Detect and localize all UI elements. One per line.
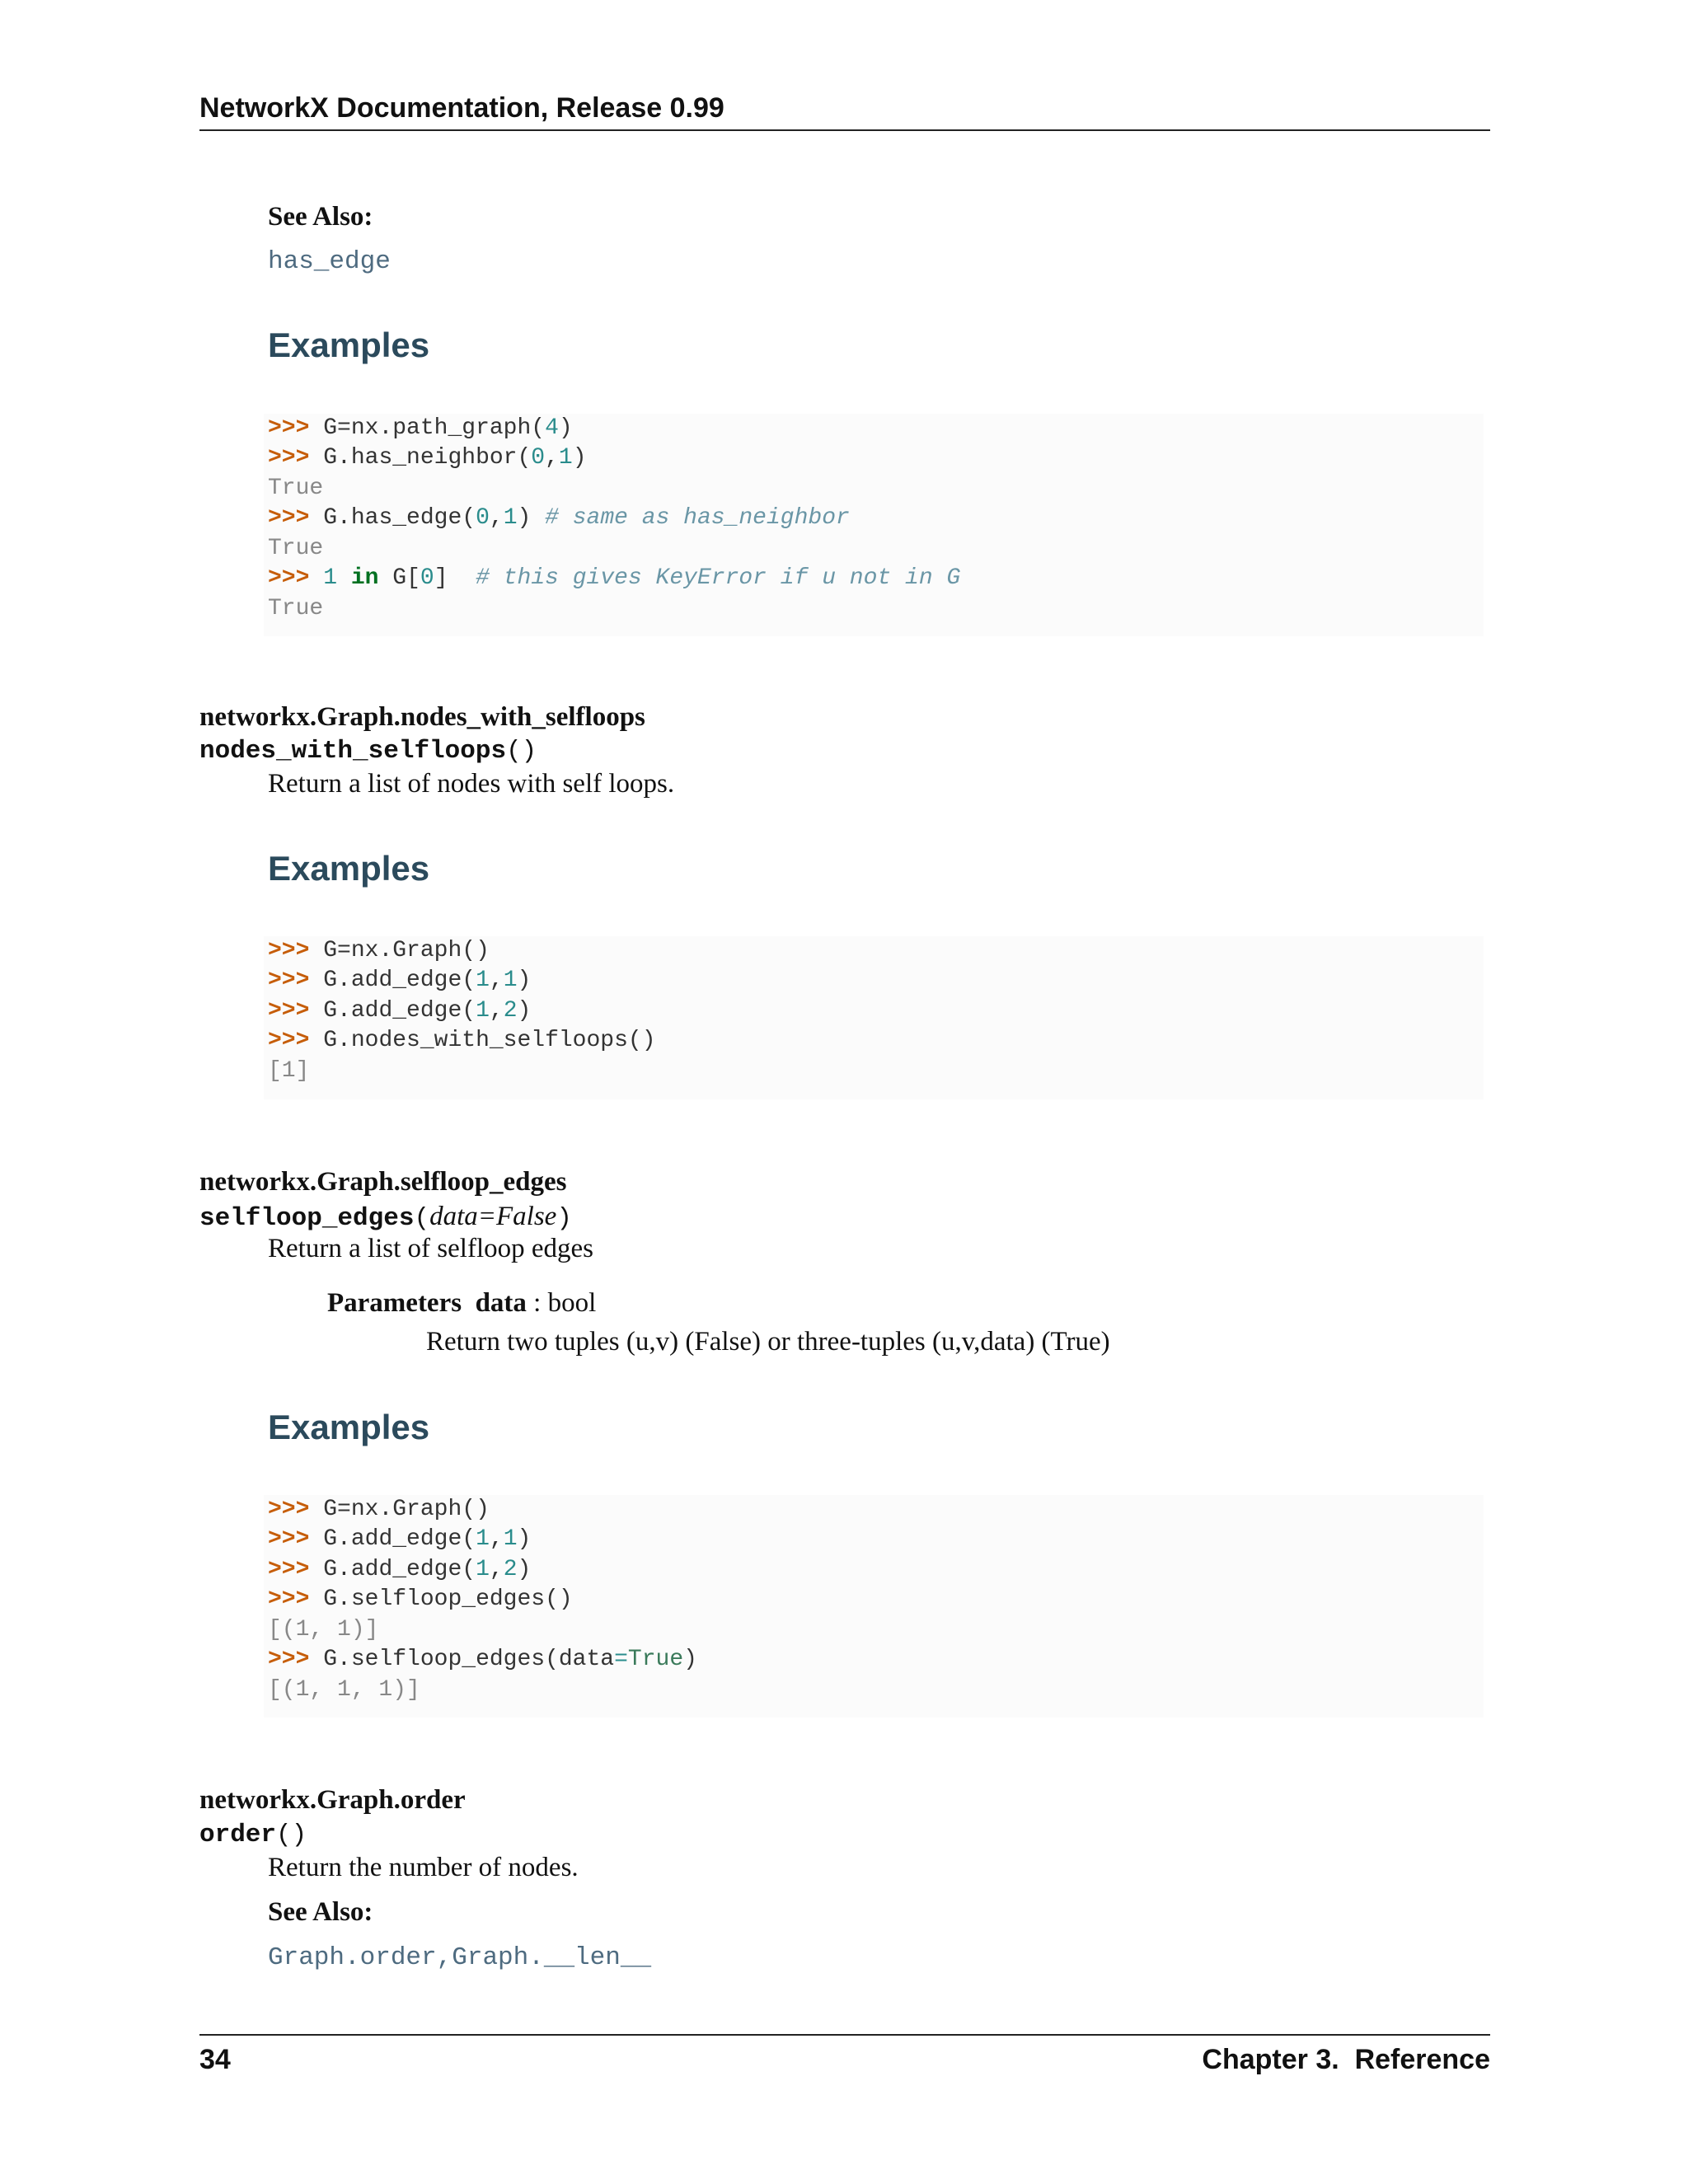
code-text: 1 in G[0]: [323, 565, 448, 591]
code-text: G.add_edge(1,2): [323, 1557, 532, 1582]
examples-heading: Examples: [268, 1408, 430, 1446]
method-signature: selfloop_edges(data=False): [199, 1202, 572, 1233]
param-name: data: [475, 1288, 527, 1318]
code-text: G.add_edge(1,1): [323, 1526, 532, 1552]
code-text: G.has_neighbor(0,1): [323, 445, 587, 471]
code-line: >>> G.selfloop_edges(data=True): [268, 1647, 697, 1672]
code-text: G.nodes_with_selfloops(): [323, 1028, 656, 1053]
code-block-nodes-with-selfloops: [264, 936, 1484, 1099]
code-line: >>> G.add_edge(1,2): [268, 998, 532, 1024]
method-fq-name: networkx.Graph.nodes_with_selfloops: [199, 702, 645, 732]
code-line: >>> 1 in G[0] # this gives KeyError if u not in G: [268, 565, 961, 591]
method-description: Return the number of nodes.: [268, 1853, 579, 1882]
code-output: [(1, 1, 1)]: [268, 1677, 420, 1703]
page-header-title: NetworkX Documentation, Release 0.99: [199, 92, 724, 124]
code-line: >>> G.add_edge(1,1): [268, 968, 532, 993]
footer-rule: [199, 2034, 1490, 2036]
see-also-label: See Also:: [268, 1897, 373, 1927]
code-line: >>> G.has_edge(0,1) # same as has_neighbor: [268, 505, 850, 531]
method-description: Return a list of nodes with self loops.: [268, 769, 675, 799]
code-block-selfloop-edges: [264, 1495, 1484, 1718]
code-line: >>> G.nodes_with_selfloops(): [268, 1028, 656, 1053]
code-text: G=nx.Graph(): [323, 938, 490, 963]
page-number: 34: [199, 2044, 231, 2075]
parameters-label: Parameters: [327, 1288, 462, 1318]
code-output: True: [268, 596, 324, 621]
see-also-link-has-edge[interactable]: has_edge: [268, 247, 391, 276]
examples-heading: Examples: [268, 849, 430, 888]
code-output: [(1, 1)]: [268, 1617, 379, 1643]
code-text: G=nx.Graph(): [323, 1497, 490, 1522]
code-line: >>> G=nx.path_graph(4): [268, 415, 573, 441]
code-text: G.add_edge(1,1): [323, 968, 532, 993]
code-output: True: [268, 476, 324, 501]
examples-heading: Examples: [268, 326, 430, 364]
code-line: >>> G.selfloop_edges(): [268, 1586, 573, 1612]
method-signature: nodes_with_selfloops(): [199, 737, 537, 766]
method-fq-name: networkx.Graph.selfloop_edges: [199, 1167, 567, 1197]
code-line: >>> G.add_edge(1,2): [268, 1557, 532, 1582]
method-fq-name: networkx.Graph.order: [199, 1785, 466, 1815]
code-text: G.selfloop_edges(data=True): [323, 1647, 697, 1672]
param-description: Return two tuples (u,v) (False) or three-tuples (u,v,data) (True): [426, 1327, 1110, 1357]
code-text: G.has_edge(0,1): [323, 505, 532, 531]
code-line: >>> G.add_edge(1,1): [268, 1526, 532, 1552]
code-text: G.add_edge(1,2): [323, 998, 532, 1024]
method-description: Return a list of selfloop edges: [268, 1234, 594, 1263]
header-rule: [199, 129, 1490, 131]
chapter-title: Chapter 3. Reference: [1202, 2044, 1490, 2075]
method-signature: order(): [199, 1821, 307, 1849]
code-output: [1]: [268, 1058, 310, 1084]
see-also-link-graph-order-len[interactable]: Graph.order,Graph.__len__: [268, 1943, 652, 1972]
code-line: >>> G=nx.Graph(): [268, 938, 490, 963]
code-line: >>> G=nx.Graph(): [268, 1497, 490, 1522]
code-text: G=nx.path_graph(4): [323, 415, 573, 441]
code-line: >>> G.has_neighbor(0,1): [268, 445, 587, 471]
parameters-row: [327, 1288, 596, 1319]
param-type: : bool: [526, 1288, 597, 1318]
see-also-label: See Also:: [268, 202, 373, 232]
code-output: True: [268, 536, 324, 561]
code-text: G.selfloop_edges(): [323, 1586, 573, 1612]
code-block-has-neighbor: [264, 414, 1484, 636]
